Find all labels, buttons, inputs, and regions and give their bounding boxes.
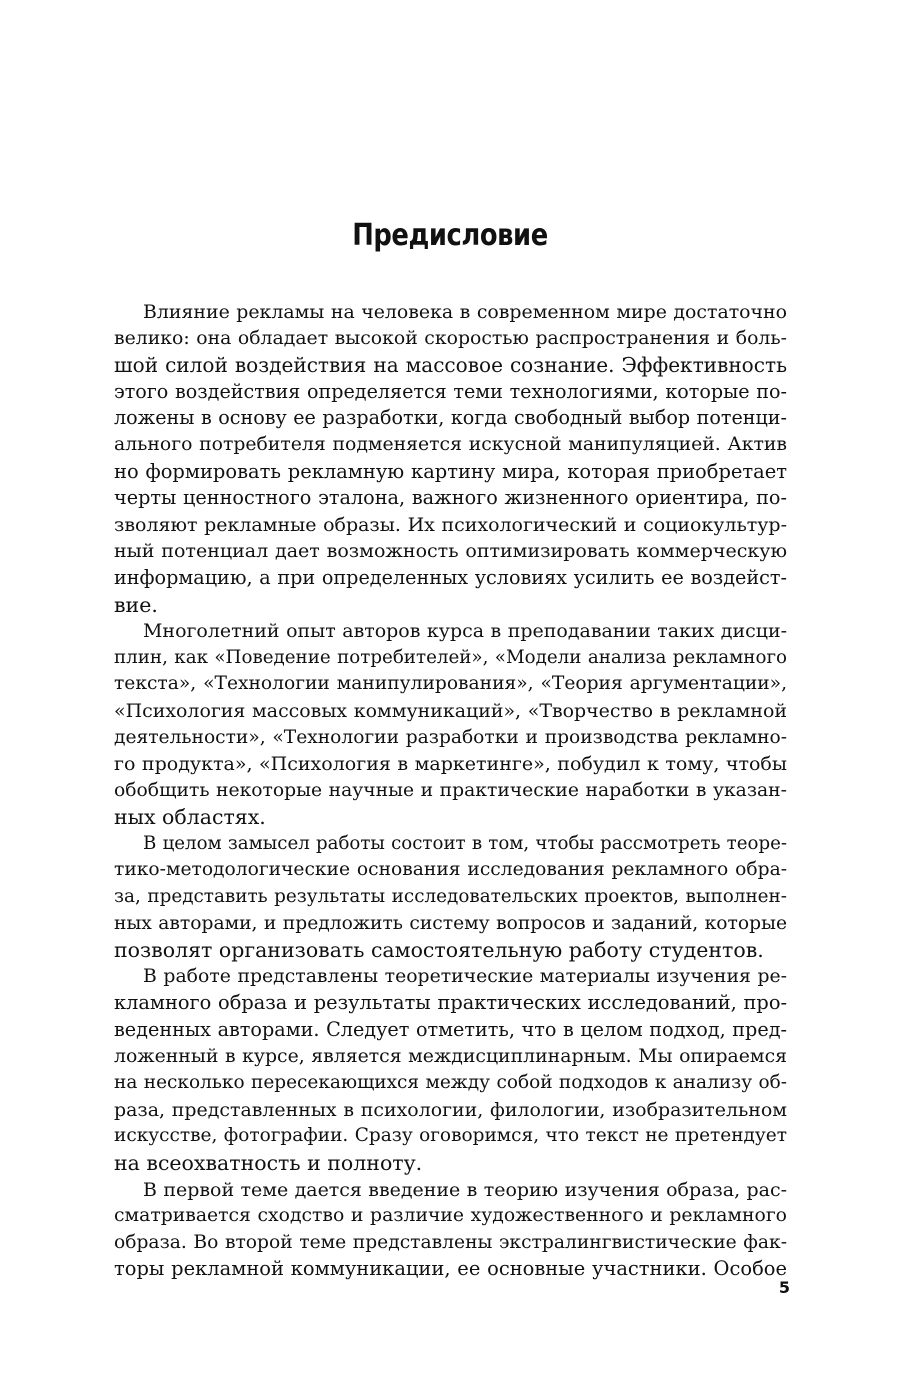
text-line: искусстве, фотографии. Сразу оговоримся, что текст не претендует xyxy=(114,1125,787,1147)
text-line: В работе представлены теоретические материалы изучения ре- xyxy=(143,965,787,987)
text-line: образа. Во второй теме представлены экстралингвистические фак- xyxy=(114,1231,787,1253)
text-line: ный потенциал дает возможность оптимизировать коммерческую xyxy=(114,540,787,563)
text-line: за, представить результаты исследовательских проектов, выполнен- xyxy=(114,886,787,908)
text-line: шой силой воздействия на массовое сознание. Эффективность xyxy=(114,353,787,378)
text-line: информацию, а при определенных условиях усилить ее воздейст- xyxy=(114,565,787,589)
text-line: вие. xyxy=(114,592,158,617)
text-line: ных авторами, и предложить систему вопросов и заданий, которые xyxy=(114,912,787,934)
body-text xyxy=(114,299,787,1283)
text-line: но формировать рекламную картину мира, которая приобретает xyxy=(114,459,787,483)
text-line: ложены в основу ее разработки, когда свободный выбор потенци- xyxy=(114,406,787,430)
text-line: ложенный в курсе, является междисциплинарным. Мы опираемся xyxy=(114,1045,787,1067)
text-line: обобщить некоторые научные и практические наработки в указан- xyxy=(114,779,787,801)
text-line: Многолетний опыт авторов курса в преподавании таких дисци- xyxy=(143,620,787,643)
text-line: веденных авторами. Следует отметить, что в целом подход, пред- xyxy=(114,1018,787,1042)
text-line: текста», «Технологии манипулирования», «Теория аргументации», xyxy=(114,673,787,695)
text-line: на всеохватность и полноту. xyxy=(114,1151,423,1175)
text-line: ных областях. xyxy=(114,805,266,830)
page-number: 5 xyxy=(778,1278,790,1297)
text-line: на несколько пересекающихся между собой подходов к анализу об- xyxy=(114,1072,787,1094)
text-line: плин, как «Поведение потребителей», «Модели анализа рекламного xyxy=(114,646,787,668)
text-line: сматривается сходство и различие художественного и рекламного xyxy=(114,1205,787,1227)
text-line: торы рекламной коммуникации, ее основные участники. Особое xyxy=(114,1257,787,1281)
text-line: черты ценностного эталона, важного жизненного ориентира, по- xyxy=(114,486,787,510)
text-line: тико-методологические основания исследования рекламного обра- xyxy=(114,859,787,881)
text-line: кламного образа и результаты практических исследований, про- xyxy=(114,991,787,1015)
text-line: деятельности», «Технологии разработки и производства рекламно- xyxy=(114,726,787,748)
text-line: велико: она обладает высокой скоростью распространения и боль- xyxy=(114,327,787,349)
page-title: Предисловие xyxy=(352,218,548,253)
text-line: этого воздействия определяется теми технологиями, которые по- xyxy=(114,379,787,403)
text-line: Влияние рекламы на человека в современном мире достаточно xyxy=(143,301,787,323)
text-line: «Психология массовых коммуникаций», «Творчество в рекламной xyxy=(114,699,787,722)
text-line: раза, представленных в психологии, филологии, изобразительном xyxy=(114,1098,787,1121)
text-line: ального потребителя подменяется искусной манипуляцией. Актив xyxy=(114,433,787,455)
text-line: В целом замысел работы состоит в том, чтобы рассмотреть теоре- xyxy=(143,832,787,854)
text-line: зволяют рекламные образы. Их психологический и социокультур- xyxy=(114,513,787,536)
text-line: го продукта», «Психология в маркетинге», побудил к тому, чтобы xyxy=(114,753,787,776)
text-line: позволят организовать самостоятельную работу студентов. xyxy=(114,938,764,963)
text-line: В первой теме дается введение в теорию изучения образа, рас- xyxy=(143,1178,787,1201)
